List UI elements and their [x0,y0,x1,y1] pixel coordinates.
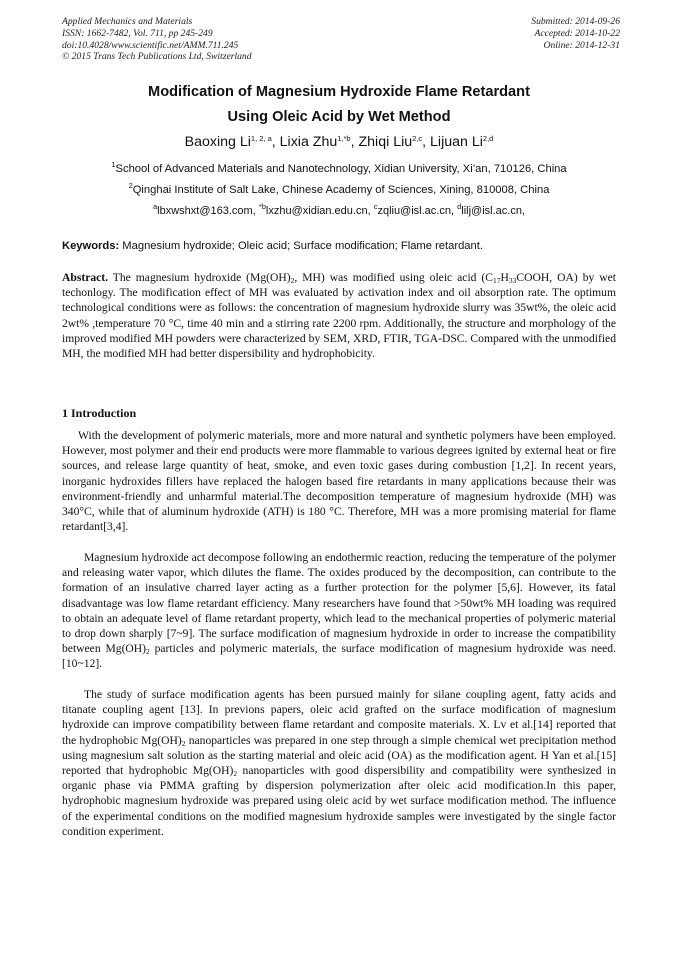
affiliation-superscript: 1 [111,160,116,169]
author-superscript: 2,d [482,134,494,143]
intro-paragraph-3 [62,687,616,839]
paragraph-text: nanoparticles with good dispersibility and compatibility were synthesized in organic phase via PMMA grafting by dispersion polymerization after oleic acid modification.In this paper, hydrophobic magnesium hydroxide was prepared using oleic acid by wet surface modification method. The influence of the experimental conditions on the modified magnesium hydroxide samples were investigated by the single factor condition experiment. [62,764,617,838]
paragraph-text: nanoparticles was prepared in one step through a simple chemical wet precipitation method using magnesium salt solution as the starting material and oleic acid (OA) as the modification agent. H Yan et al.[15] reported that hydrophobic Mg(OH) [62,733,617,778]
paper-title [0,80,678,130]
dates-header [531,16,620,51]
subscript: 2 [233,769,238,779]
section-heading: 1 Introduction [62,406,137,420]
title-line-1: Modification of Magnesium Hydroxide Flame Retardant [148,84,530,100]
paragraph-text: particles and polymeric materials, the surface modification of magnesium hydroxide was need. [10~12]. [62,642,616,671]
email-address[interactable]: lilj@isl.ac.cn, [461,205,525,217]
abstract-text: The magnesium hydroxide (Mg(OH) [108,271,291,284]
affiliation-text: Qinghai Institute of Salt Lake, Chinese Academy of Sciences, Xining, 810008, China [132,184,550,196]
affiliation-text: School of Advanced Materials and Nanotechnology, Xidian University, Xi’an, 710126, China [115,163,567,175]
author-name: Baoxing Li [184,134,251,150]
email-address[interactable]: lxzhu@xidian.edu.cn, [265,205,374,217]
abstract-text: COOH, OA) by wet techonlogy. The modification effect of MH was evaluated by activation index and oil absorption rate. The optimum technological conditions were as follows: the concentration of magnesium hydroxide slurry was 35wt%, the oleic acid 2wt% ,temperature 70 °C, time 40 min and a stirring rate 2200 rpm. Additionally, the structure and morphology of the improved modified MH powders were characterized by SEM, XRD, FTIR, TGA-DSC. Compared with the unmodified MH, the modified MH had better dispersibility and hydrophobicity. [62,271,616,361]
author-superscript: 1, 2, a [250,134,272,143]
author-superscript: 1,*b [337,134,351,143]
paragraph-text: Magnesium hydroxide act decompose following an endothermic reaction, reducing the temperature of the polymer and releasing water vapor, which dilutes the flame. The oxides produced by the decomposition, can contribute to the formation of an insulative charred layer acting as a further protection for the polymer [5,6]. However, its fatal disadvantage was low flame retardant efficiency. Many researchers have found that >50wt% MH loading was required to obtain an adequate level of flame retardant property, which lead to the mechanical properties of polymeric material to drop down sharply [7~9]. The surface modification of magnesium hydroxide in order to increase the compatibility between Mg(OH) [62,551,616,656]
doi-line[interactable]: doi:10.4028/www.scientific.net/AMM.711.245 [62,39,239,51]
abstract [62,270,616,361]
copyright-line: © 2015 Trans Tech Publications Ltd, Switzerland [62,51,252,63]
keywords [62,240,618,252]
author-superscript: 2,c [412,134,423,143]
issn-line: ISSN: 1662-7482, Vol. 711, pp 245-249 [62,27,213,39]
subscript: 33 [508,276,517,285]
keywords-text: Magnesium hydroxide; Oleic acid; Surface modification; Flame retardant. [119,240,483,252]
affiliation-1 [0,160,678,175]
author-name: Lijuan Li [430,134,483,150]
intro-paragraph-1: With the development of polymeric materials, more and more natural and synthetic polymers have been employed. However, most polymer and their end products were more flammable to various degrees ignited by external heat or fire sources, and release large quantity of heat, smoke, and even toxic gases during combustion [1,2]. In recent years, inorganic hydroxides fillers have replaced the halogen based fire retardants in many applications because their was environment-friendly and unharmful material.The decomposition temperature of magnesium hydroxide (MH) was 340°C, while that of aluminum hydroxide (ATH) is 180 °C. Therefore, MH was a more promising material for flame retardant[3,4]. [62,429,616,534]
online-date: Online: 2014-12-31 [543,39,620,51]
accepted-date: Accepted: 2014-10-22 [534,27,620,39]
keywords-label: Keywords: [62,240,120,252]
affiliation-superscript: 2 [128,181,133,190]
email-superscript: *b [258,202,266,211]
journal-name: Applied Mechanics and Materials [62,16,193,27]
subscript: 2 [181,738,186,748]
subscript: 2 [146,647,150,657]
paragraph-text: The study of surface modification agents has been pursued mainly for silane coupling agent, fatty acids and titanate coupling agent [13]. In previons papers, oleic acid grafted on the surface modification of magnesium hydroxide can improve compatibility between flame retardant and composite materials. X. Lv et al.[14] reported that the hydrophobic Mg(OH) [62,688,616,747]
title-line-2: Using Oleic Acid by Wet Method [227,109,451,125]
abstract-text: H [500,271,509,284]
email-superscript: d [457,202,462,211]
email-superscript: a [152,202,158,211]
journal-header [62,16,252,63]
submitted-date: Submitted: 2014-09-26 [531,16,620,27]
abstract-text: , MH) was modified using oleic acid (C [294,271,494,284]
email-superscript: c [373,202,378,211]
subscript: 17 [493,276,501,285]
author-list: Baoxing Li$^{1, 2, a}$, Lixia Zhu$^{1,*b}$, Zhiqi Liu$^{2,c}$, Lijuan Li$^{2,d}$ [184,134,494,150]
email-list [0,202,678,217]
email-address[interactable]: lbxwshxt@163.com, [157,205,259,217]
author-name: Zhiqi Liu [358,134,413,150]
subscript: 2 [290,276,295,285]
intro-paragraph-2 [62,550,616,672]
abstract-label: Abstract. [62,271,109,284]
author-name: Lixia Zhu [279,134,338,150]
affiliation-2 [0,181,678,196]
email-address[interactable]: zqliu@isl.ac.cn, [377,205,458,217]
